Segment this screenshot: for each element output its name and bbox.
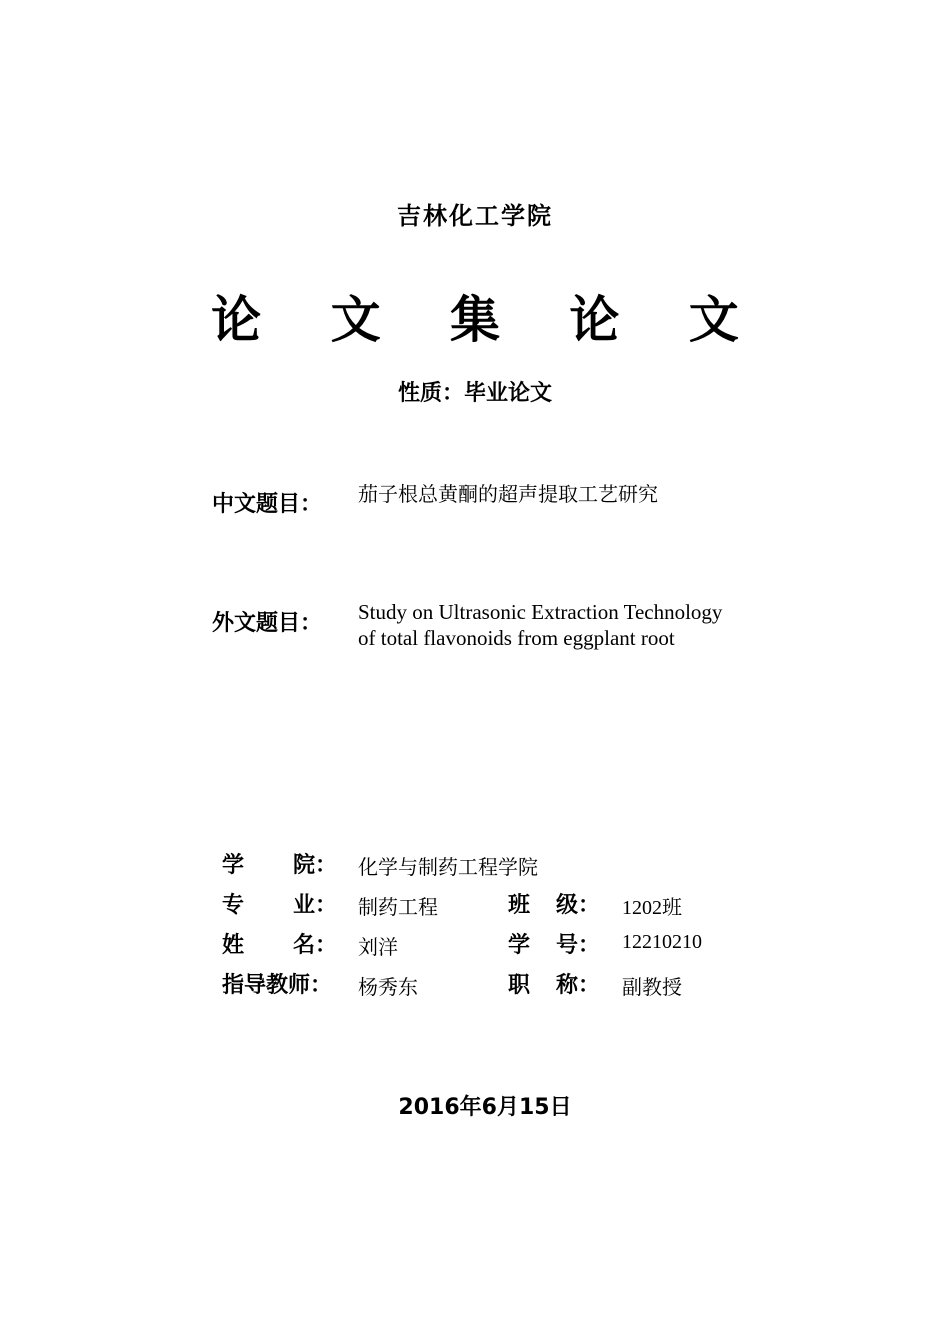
student-id-label <box>508 928 600 959</box>
document-title: 论 文 集 论 文 <box>211 291 765 349</box>
name-label <box>222 928 337 959</box>
foreign-title-value <box>358 599 722 651</box>
class-value: 1202班 <box>622 897 682 919</box>
class-label-char: 级： <box>555 893 600 918</box>
document-nature: 性质：毕业论文 <box>397 380 552 405</box>
foreign-title-line-2: of total flavonoids from eggplant root <box>358 626 675 650</box>
major-label-char: 业： <box>292 893 337 918</box>
rank-label <box>508 968 600 999</box>
student-id-value: 12210210 <box>622 931 702 953</box>
college-label <box>222 848 337 879</box>
foreign-title-line-1: Study on Ultrasonic Extraction Technology <box>358 600 723 624</box>
class-label-char: 班 <box>508 893 531 918</box>
student-id-label-char: 学 <box>508 933 531 958</box>
advisor-label: 指导教师： <box>222 973 333 998</box>
major-label-char: 专 <box>222 893 245 918</box>
foreign-title-label: 外文题目： <box>212 611 323 636</box>
college-label-char: 学 <box>222 853 245 878</box>
name-label-char: 姓 <box>222 933 245 958</box>
name-label-char: 名： <box>292 933 337 958</box>
college-value: 化学与制药工程学院 <box>358 857 538 879</box>
submission-date: 2016年6月15日 <box>398 1095 572 1120</box>
chinese-title-value: 茄子根总黄酮的超声提取工艺研究 <box>358 484 658 506</box>
major-value: 制药工程 <box>358 897 438 919</box>
major-label <box>222 888 337 919</box>
chinese-title-label: 中文题目： <box>212 492 323 517</box>
rank-label-char: 职 <box>508 973 531 998</box>
rank-value: 副教授 <box>622 977 682 999</box>
advisor-value: 杨秀东 <box>358 977 418 999</box>
college-label-char: 院： <box>292 853 337 878</box>
student-id-label-char: 号： <box>555 933 600 958</box>
school-name: 吉林化工学院 <box>397 204 553 230</box>
rank-label-char: 称： <box>555 973 600 998</box>
name-value: 刘洋 <box>358 937 398 959</box>
class-label <box>508 888 600 919</box>
